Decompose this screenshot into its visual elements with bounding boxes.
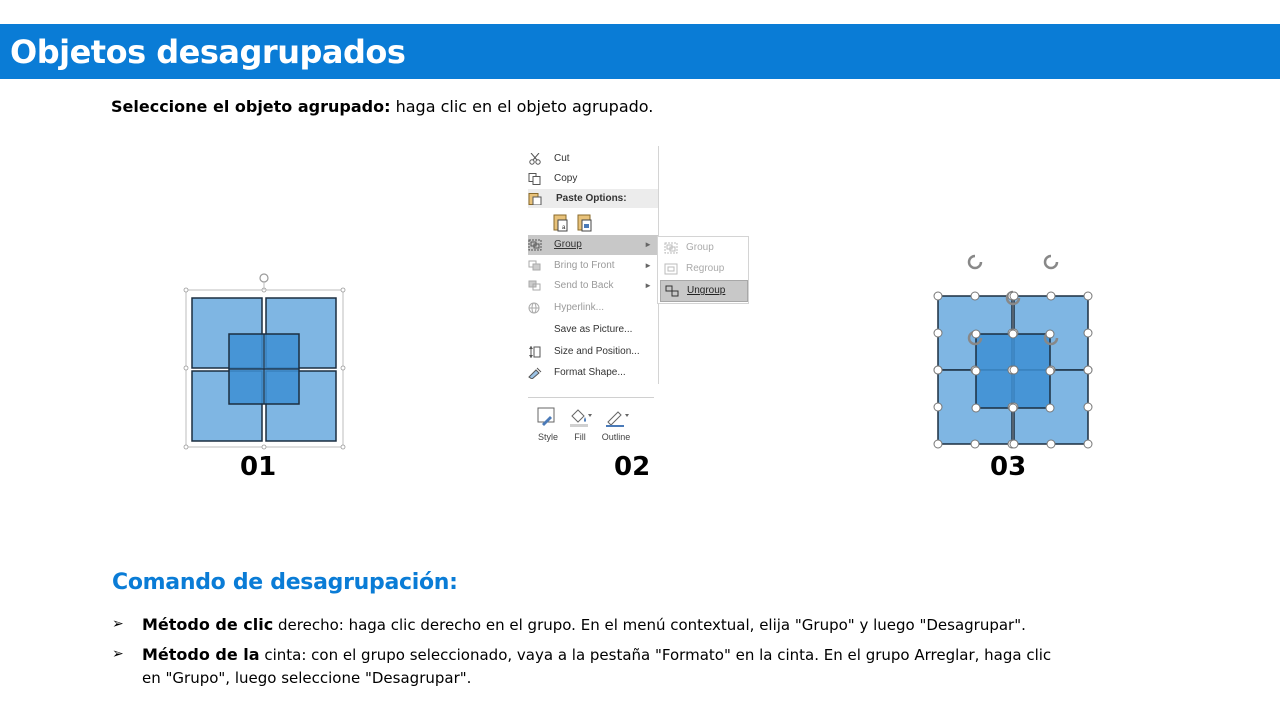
resize-handle[interactable] [934, 329, 942, 337]
resize-handle[interactable] [1010, 440, 1018, 448]
svg-text:a: a [562, 225, 566, 231]
rotate-handle-icon[interactable] [1045, 256, 1057, 268]
intro-bold: Seleccione el objeto agrupado: [111, 97, 391, 116]
bullet-bold: Método de clic [142, 615, 274, 634]
ribbon-outline-button[interactable]: Outline [596, 404, 636, 446]
resize-handle[interactable] [972, 367, 980, 375]
submenu-item-ungroup[interactable] [660, 280, 748, 302]
arrow-bullet-icon: ➢ [112, 616, 124, 632]
hyperlink-icon [528, 302, 542, 314]
list-item [112, 643, 1072, 690]
ungrouped-shapes-figure[interactable] [928, 248, 1098, 453]
menu-item-save-as-picture[interactable] [528, 320, 658, 340]
paste-icon [528, 192, 542, 205]
resize-handle[interactable] [1084, 292, 1092, 300]
send-back-icon [528, 280, 542, 292]
resize-handle[interactable] [971, 440, 979, 448]
resize-handle[interactable] [934, 440, 942, 448]
section-heading: Comando de desagrupación: [112, 570, 458, 595]
menu-item-send-to-back[interactable] [528, 276, 658, 296]
ribbon-style-button[interactable]: Style [528, 404, 568, 446]
ungroup-icon [665, 285, 679, 297]
menu-item-label: Size and Position... [554, 346, 640, 357]
resize-handle[interactable] [1046, 367, 1054, 375]
regroup-icon [664, 263, 678, 275]
resize-handle[interactable] [1009, 404, 1017, 412]
style-icon [536, 406, 560, 428]
submenu-item-label: Regroup [686, 263, 725, 274]
menu-item-label: Cut [554, 153, 570, 164]
menu-item-label: Format Shape... [554, 367, 626, 378]
context-menu [516, 146, 659, 384]
submenu-item-label: Ungroup [687, 285, 726, 296]
resize-handle[interactable] [1010, 366, 1018, 374]
resize-handle[interactable] [1047, 292, 1055, 300]
submenu-arrow-icon: ► [644, 240, 652, 249]
menu-item-bring-to-front[interactable] [528, 256, 658, 276]
page-title: Objetos desagrupados [10, 33, 406, 71]
resize-handle[interactable] [1084, 329, 1092, 337]
format-shape-icon [528, 367, 542, 379]
outline-icon [604, 406, 630, 428]
resize-handle[interactable] [1047, 440, 1055, 448]
intro-text [111, 97, 653, 116]
copy-icon [528, 173, 542, 185]
resize-handle[interactable] [1084, 366, 1092, 374]
size-position-icon [528, 346, 542, 358]
menu-item-label: Group [554, 239, 582, 250]
resize-handle[interactable] [934, 292, 942, 300]
menu-item-label: Bring to Front [554, 260, 615, 271]
resize-handle[interactable] [971, 292, 979, 300]
scissors-icon [528, 153, 542, 165]
fill-icon [568, 406, 592, 428]
figure-label-01: 01 [240, 452, 277, 482]
resize-handle[interactable] [1046, 404, 1054, 412]
bring-front-icon [528, 260, 542, 272]
menu-item-format-shape[interactable] [528, 363, 658, 383]
resize-handle[interactable] [972, 330, 980, 338]
resize-handle[interactable] [934, 366, 942, 374]
figure-label-02: 02 [614, 452, 651, 482]
submenu-item-regroup[interactable] [660, 259, 746, 279]
group-submenu [657, 236, 749, 304]
title-bar [0, 24, 1280, 79]
submenu-arrow-icon: ► [644, 261, 652, 270]
bullet-text: cinta: con el grupo seleccionado, vaya a la pestaña "Formato" en la cinta. En el grupo Arreglar, haga clic en "Grupo", luego seleccione "Desagrupar". [142, 646, 1052, 687]
resize-handle[interactable] [972, 404, 980, 412]
submenu-arrow-icon: ► [644, 281, 652, 290]
group-icon [528, 239, 542, 251]
menu-item-copy[interactable] [528, 169, 658, 189]
bullet-list [112, 613, 1072, 696]
resize-handle[interactable] [934, 403, 942, 411]
submenu-item-group[interactable] [660, 238, 746, 258]
format-ribbon [528, 397, 654, 448]
resize-handle[interactable] [1046, 330, 1054, 338]
menu-item-size-and-position[interactable] [528, 342, 658, 362]
menu-item-hyperlink[interactable] [528, 298, 658, 318]
rotate-handle-icon[interactable] [969, 256, 981, 268]
menu-item-group[interactable] [528, 235, 658, 255]
menu-item-label: Save as Picture... [554, 324, 633, 335]
figure-label-03: 03 [990, 452, 1027, 482]
intro-rest: haga clic en el objeto agrupado. [390, 97, 654, 116]
list-item [112, 613, 1072, 637]
resize-handle[interactable] [1010, 292, 1018, 300]
ribbon-fill-button[interactable]: Fill [560, 404, 600, 446]
paste-option-buttons[interactable] [552, 213, 600, 233]
grouped-shapes-figure[interactable] [180, 270, 350, 455]
paste-options-header: Paste Options: [528, 189, 658, 208]
menu-item-label: Copy [554, 173, 578, 184]
group-icon [664, 242, 678, 254]
menu-item-label: Send to Back [554, 280, 614, 291]
resize-handle[interactable] [1084, 440, 1092, 448]
resize-handle[interactable] [1084, 403, 1092, 411]
arrow-bullet-icon: ➢ [112, 646, 124, 662]
submenu-item-label: Group [686, 242, 714, 253]
bullet-text: derecho: haga clic derecho en el grupo. En el menú contextual, elija "Grupo" y luego "Desagrupar". [273, 616, 1026, 634]
menu-item-cut[interactable] [528, 149, 658, 169]
resize-handle[interactable] [1009, 330, 1017, 338]
menu-item-label: Hyperlink... [554, 302, 605, 313]
bullet-bold: Método de la [142, 645, 260, 664]
